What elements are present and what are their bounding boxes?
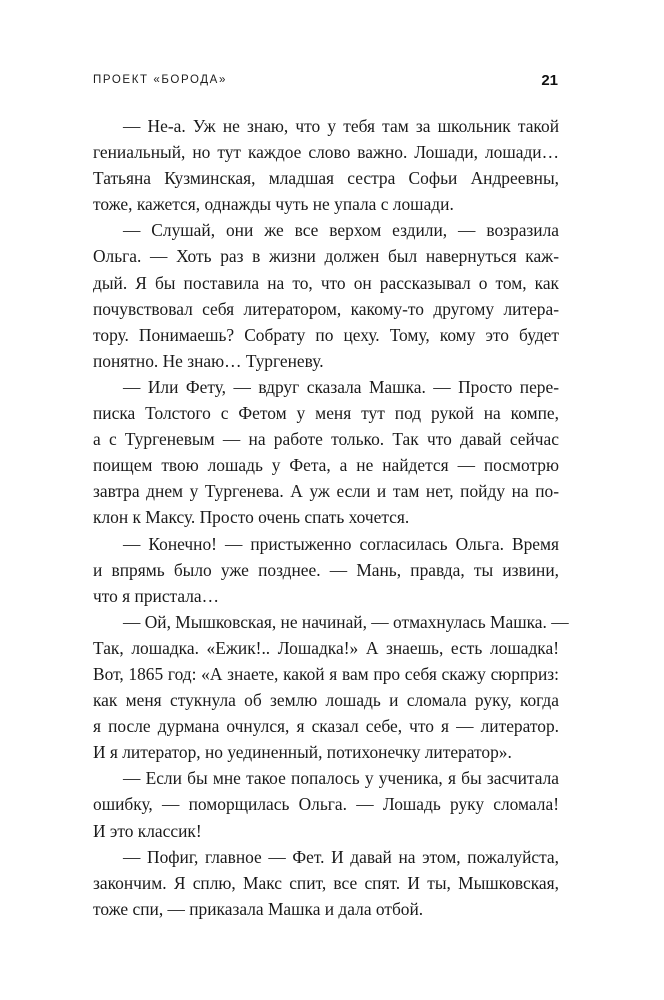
text-line: завтра днем у Тургенева. А уж если и там нет, пойду на по- [93, 481, 559, 502]
text-line: — Конечно! — пристыженно согласилась Ольга. Время [123, 533, 559, 554]
text-line: и впрямь было уже позднее. — Мань, правда, ты извини, [93, 559, 559, 580]
body-text [93, 113, 569, 922]
paragraph [93, 374, 559, 531]
text-line: понятно. Не знаю… Тургеневу. [93, 350, 324, 371]
text-line: — Ой, Мышковская, не начинай, — отмахнулась Машка. — [123, 611, 569, 632]
text-line: И я литератор, но уединенный, потихонечку литератор». [93, 742, 512, 763]
text-line: тору. Понимаешь? Собрату по цеху. Тому, кому это будет [93, 324, 559, 345]
text-line: — Слушай, они же все верхом ездили, — возразила [123, 220, 559, 241]
text-line: — Не-а. Уж не знаю, что у тебя там за школьник такой [123, 116, 559, 136]
running-title: ПРОЕКТ «БОРОДА» [93, 74, 227, 86]
text-line: а с Тургеневым — на работе только. Так что давай сейчас [93, 429, 559, 450]
text-line: И это классик! [93, 820, 202, 841]
paragraph [93, 217, 559, 374]
text-line: почувствовал себя литератором, какому-то другому литера- [93, 298, 559, 319]
text-line: как меня стукнула об землю лошадь и сломала руку, когда [93, 690, 559, 711]
text-line: — Пофиг, главное — Фет. И давай на этом, пожалуйста, [123, 846, 559, 867]
text-line: тоже, кажется, однажды чуть не упала с лошади. [93, 194, 454, 215]
text-line: тоже спи, — приказала Машка и дала отбой. [93, 898, 424, 919]
text-line: Ольга. — Хоть раз в жизни должен был навернуться каж- [93, 246, 559, 267]
text-line: что я пристала… [93, 585, 220, 606]
text-line: писка Толстого с Фетом у меня тут под рукой на компе, [93, 403, 559, 424]
paragraph [93, 113, 559, 217]
paragraph [93, 531, 559, 609]
text-line: Вот, 1865 год: «А знаете, какой я вам про себя скажу сюрприз: [93, 663, 559, 684]
text-line: гениальный, но тут каждое слово важно. Лошади, лошади… [93, 142, 559, 163]
text-line: дый. Я бы поставила на то, что он рассказывал о том, как [93, 272, 559, 293]
text-line: закончим. Я сплю, Макс спит, все спят. И ты, Мышковская, [93, 872, 559, 893]
paragraph [93, 609, 569, 766]
text-line: поищем твою лошадь у Фета, а не найдется — посмотрю [93, 455, 559, 476]
text-line: Так, лошадка. «Ежик!.. Лошадка!» А знаешь, есть лошадка! [93, 637, 559, 658]
page-number: 21 [541, 72, 558, 89]
page-header [93, 72, 558, 94]
text-line: ошибку, — поморщилась Ольга. — Лошадь руку сломала! [93, 794, 559, 815]
paragraph [93, 765, 559, 843]
text-line: Татьяна Кузминская, младшая сестра Софьи Андреевны, [93, 168, 559, 189]
paragraph [93, 844, 559, 922]
text-line: я после дурмана очнулся, я сказал себе, что я — литератор. [93, 716, 559, 737]
text-line: — Или Фету, — вдруг сказала Машка. — Просто пере- [123, 376, 559, 397]
text-line: клон к Максу. Просто очень спать хочется. [93, 507, 410, 528]
text-line: — Если бы мне такое попалось у ученика, я бы засчитала [123, 768, 559, 789]
